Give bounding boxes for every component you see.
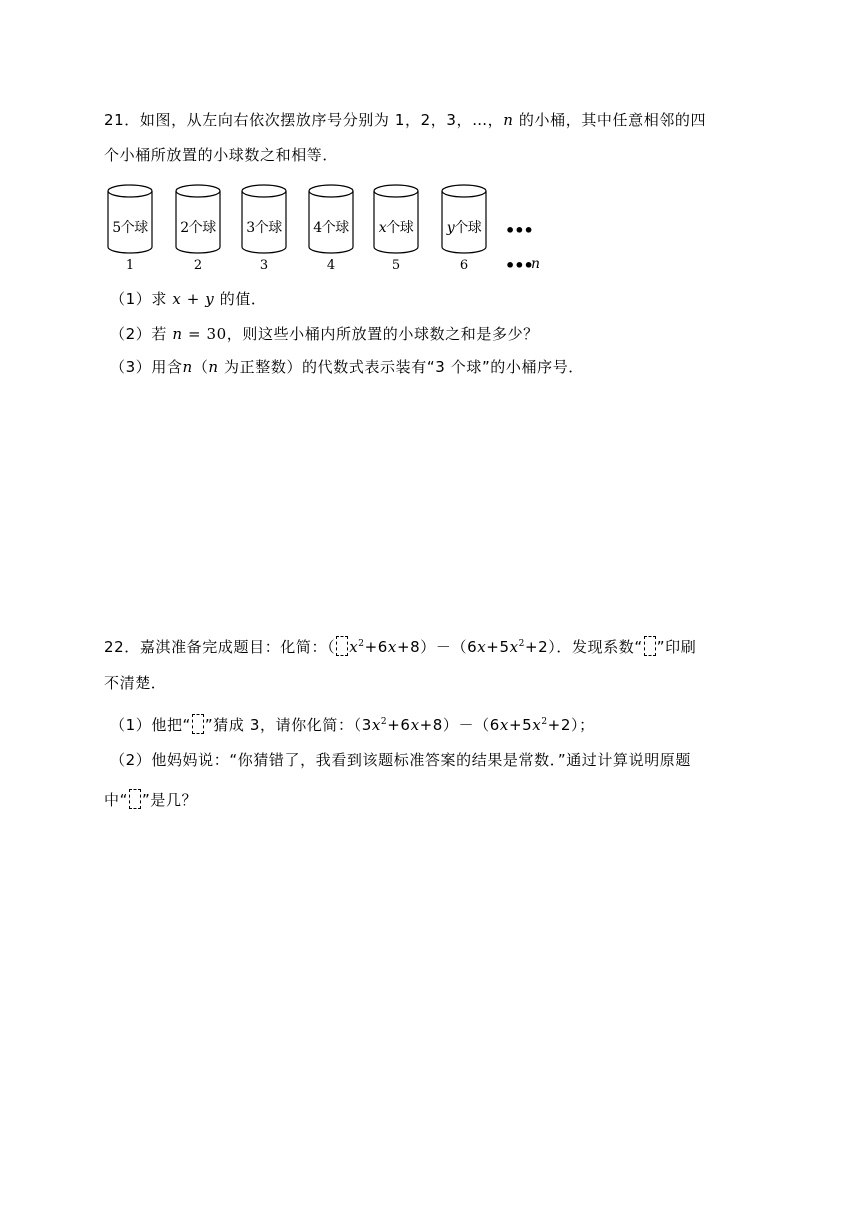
- bucket-label: 3个球: [246, 220, 282, 236]
- q22-line1-h: +5: [486, 638, 510, 656]
- q22-var: x: [532, 716, 542, 734]
- q22-part2-b: ”是几？: [141, 791, 198, 809]
- bucket-number: 3: [259, 258, 269, 273]
- bucket-number: 6: [459, 258, 469, 273]
- bucket-4: [307, 183, 355, 255]
- q22-var: x: [349, 638, 359, 656]
- bucket-label-var: y: [446, 220, 455, 236]
- q22-line1-f: +8）－（6: [396, 638, 478, 656]
- bucket-label: [440, 217, 488, 237]
- q22-exp: 2: [518, 639, 525, 649]
- bucket-5: [372, 183, 420, 255]
- bucket-label: 4个球: [313, 220, 349, 236]
- bucket-label-rest: 个球: [454, 220, 482, 236]
- q21-part3-post: 为正整数）的代数式表示装有“3 个球”的小桶序号．: [218, 358, 584, 376]
- q22-exp: 2: [541, 717, 548, 727]
- q21-part3-pre: （3）用含: [110, 358, 183, 376]
- q21-line1: [104, 110, 706, 130]
- q22-line2: 不清楚．: [104, 674, 167, 692]
- q22-part1: [110, 712, 595, 735]
- q21-part1: [110, 289, 267, 309]
- bucket-1: [106, 183, 154, 255]
- q22-exp: 2: [380, 717, 388, 727]
- ellipsis-dots: •••: [505, 221, 533, 240]
- last-bucket-number: n: [531, 256, 541, 272]
- q22-part1-e: +6: [387, 716, 411, 734]
- q21-line1-text: 21．如图，从左向右依次摆放序号分别为 1，2，3，…，: [104, 111, 504, 129]
- q22-part2-line2: [104, 789, 197, 810]
- q21-part2: [110, 324, 539, 344]
- bucket-number: 4: [326, 258, 336, 273]
- q22-line1-d: +6: [364, 638, 388, 656]
- q21-part2-post: ，则这些小桶内所放置的小球数之和是多少？: [226, 325, 539, 343]
- q22-exp: 2: [358, 639, 365, 649]
- q22-line1: [104, 634, 696, 657]
- blank-box: [336, 636, 348, 656]
- q21-line1-var: n: [503, 111, 514, 129]
- q22-part1-i: +5: [508, 716, 533, 734]
- q21-part2-var: n: [172, 325, 183, 343]
- bucket-3: [240, 183, 288, 255]
- q22-var: x: [499, 716, 509, 734]
- q21-line1-end: 的小桶，其中任意相邻的四: [513, 111, 707, 129]
- bucket-label: 5个球: [112, 220, 148, 236]
- q22-part1-a: （1）他把“: [110, 716, 191, 734]
- bucket-number: 1: [125, 258, 135, 273]
- q21-part3-var1: n: [182, 358, 193, 376]
- bucket-number: 5: [391, 258, 401, 273]
- q21-part1-post: 的值．: [214, 290, 267, 308]
- q22-part1-b: ”猜成 3，请你化简：（3: [204, 716, 372, 734]
- q22-var: x: [387, 638, 397, 656]
- q21-part2-rest: = 30: [182, 325, 227, 343]
- q22-line1-k: +2）．发现系数“: [525, 638, 643, 656]
- q21-part2-pre: （2）若: [110, 325, 173, 343]
- q22-part2-a: 中“: [104, 791, 128, 809]
- bucket-label-var: x: [378, 220, 387, 236]
- q22-var: x: [477, 638, 487, 656]
- q21-part3-mid: （: [192, 358, 209, 376]
- q22-line1-a: 22．嘉淇准备完成题目：化简：（: [104, 638, 336, 656]
- q22-var: x: [509, 638, 519, 656]
- blank-box: [192, 714, 204, 734]
- bucket-2: [174, 183, 222, 255]
- bucket-label-rest: 个球: [386, 220, 414, 236]
- q21-line2: 个小桶所放置的小球数之和相等．: [104, 146, 339, 164]
- q22-part1-g: +8）－（6: [419, 716, 500, 734]
- q21-part3: [110, 357, 584, 377]
- bucket-6: [440, 183, 488, 255]
- ellipsis-dots: •••: [505, 256, 533, 275]
- q22-var: x: [371, 716, 381, 734]
- bucket-label: 2个球: [180, 220, 216, 236]
- q21-part3-var2: n: [208, 358, 219, 376]
- bucket-label: [372, 217, 420, 237]
- bucket-number: 2: [193, 258, 203, 273]
- q22-line1-l: ”印刷: [656, 638, 697, 656]
- q22-var: x: [410, 716, 420, 734]
- q21-part1-pre: （1）求: [110, 290, 173, 308]
- blank-box: [129, 789, 141, 809]
- q22-part1-l: +2）；: [547, 716, 595, 734]
- q22-part2-line1: （2）他妈妈说：“你猜错了，我看到该题标准答案的结果是常数．”通过计算说明原题: [110, 751, 691, 769]
- blank-box: [644, 636, 656, 656]
- q21-part1-math: x + y: [172, 290, 215, 308]
